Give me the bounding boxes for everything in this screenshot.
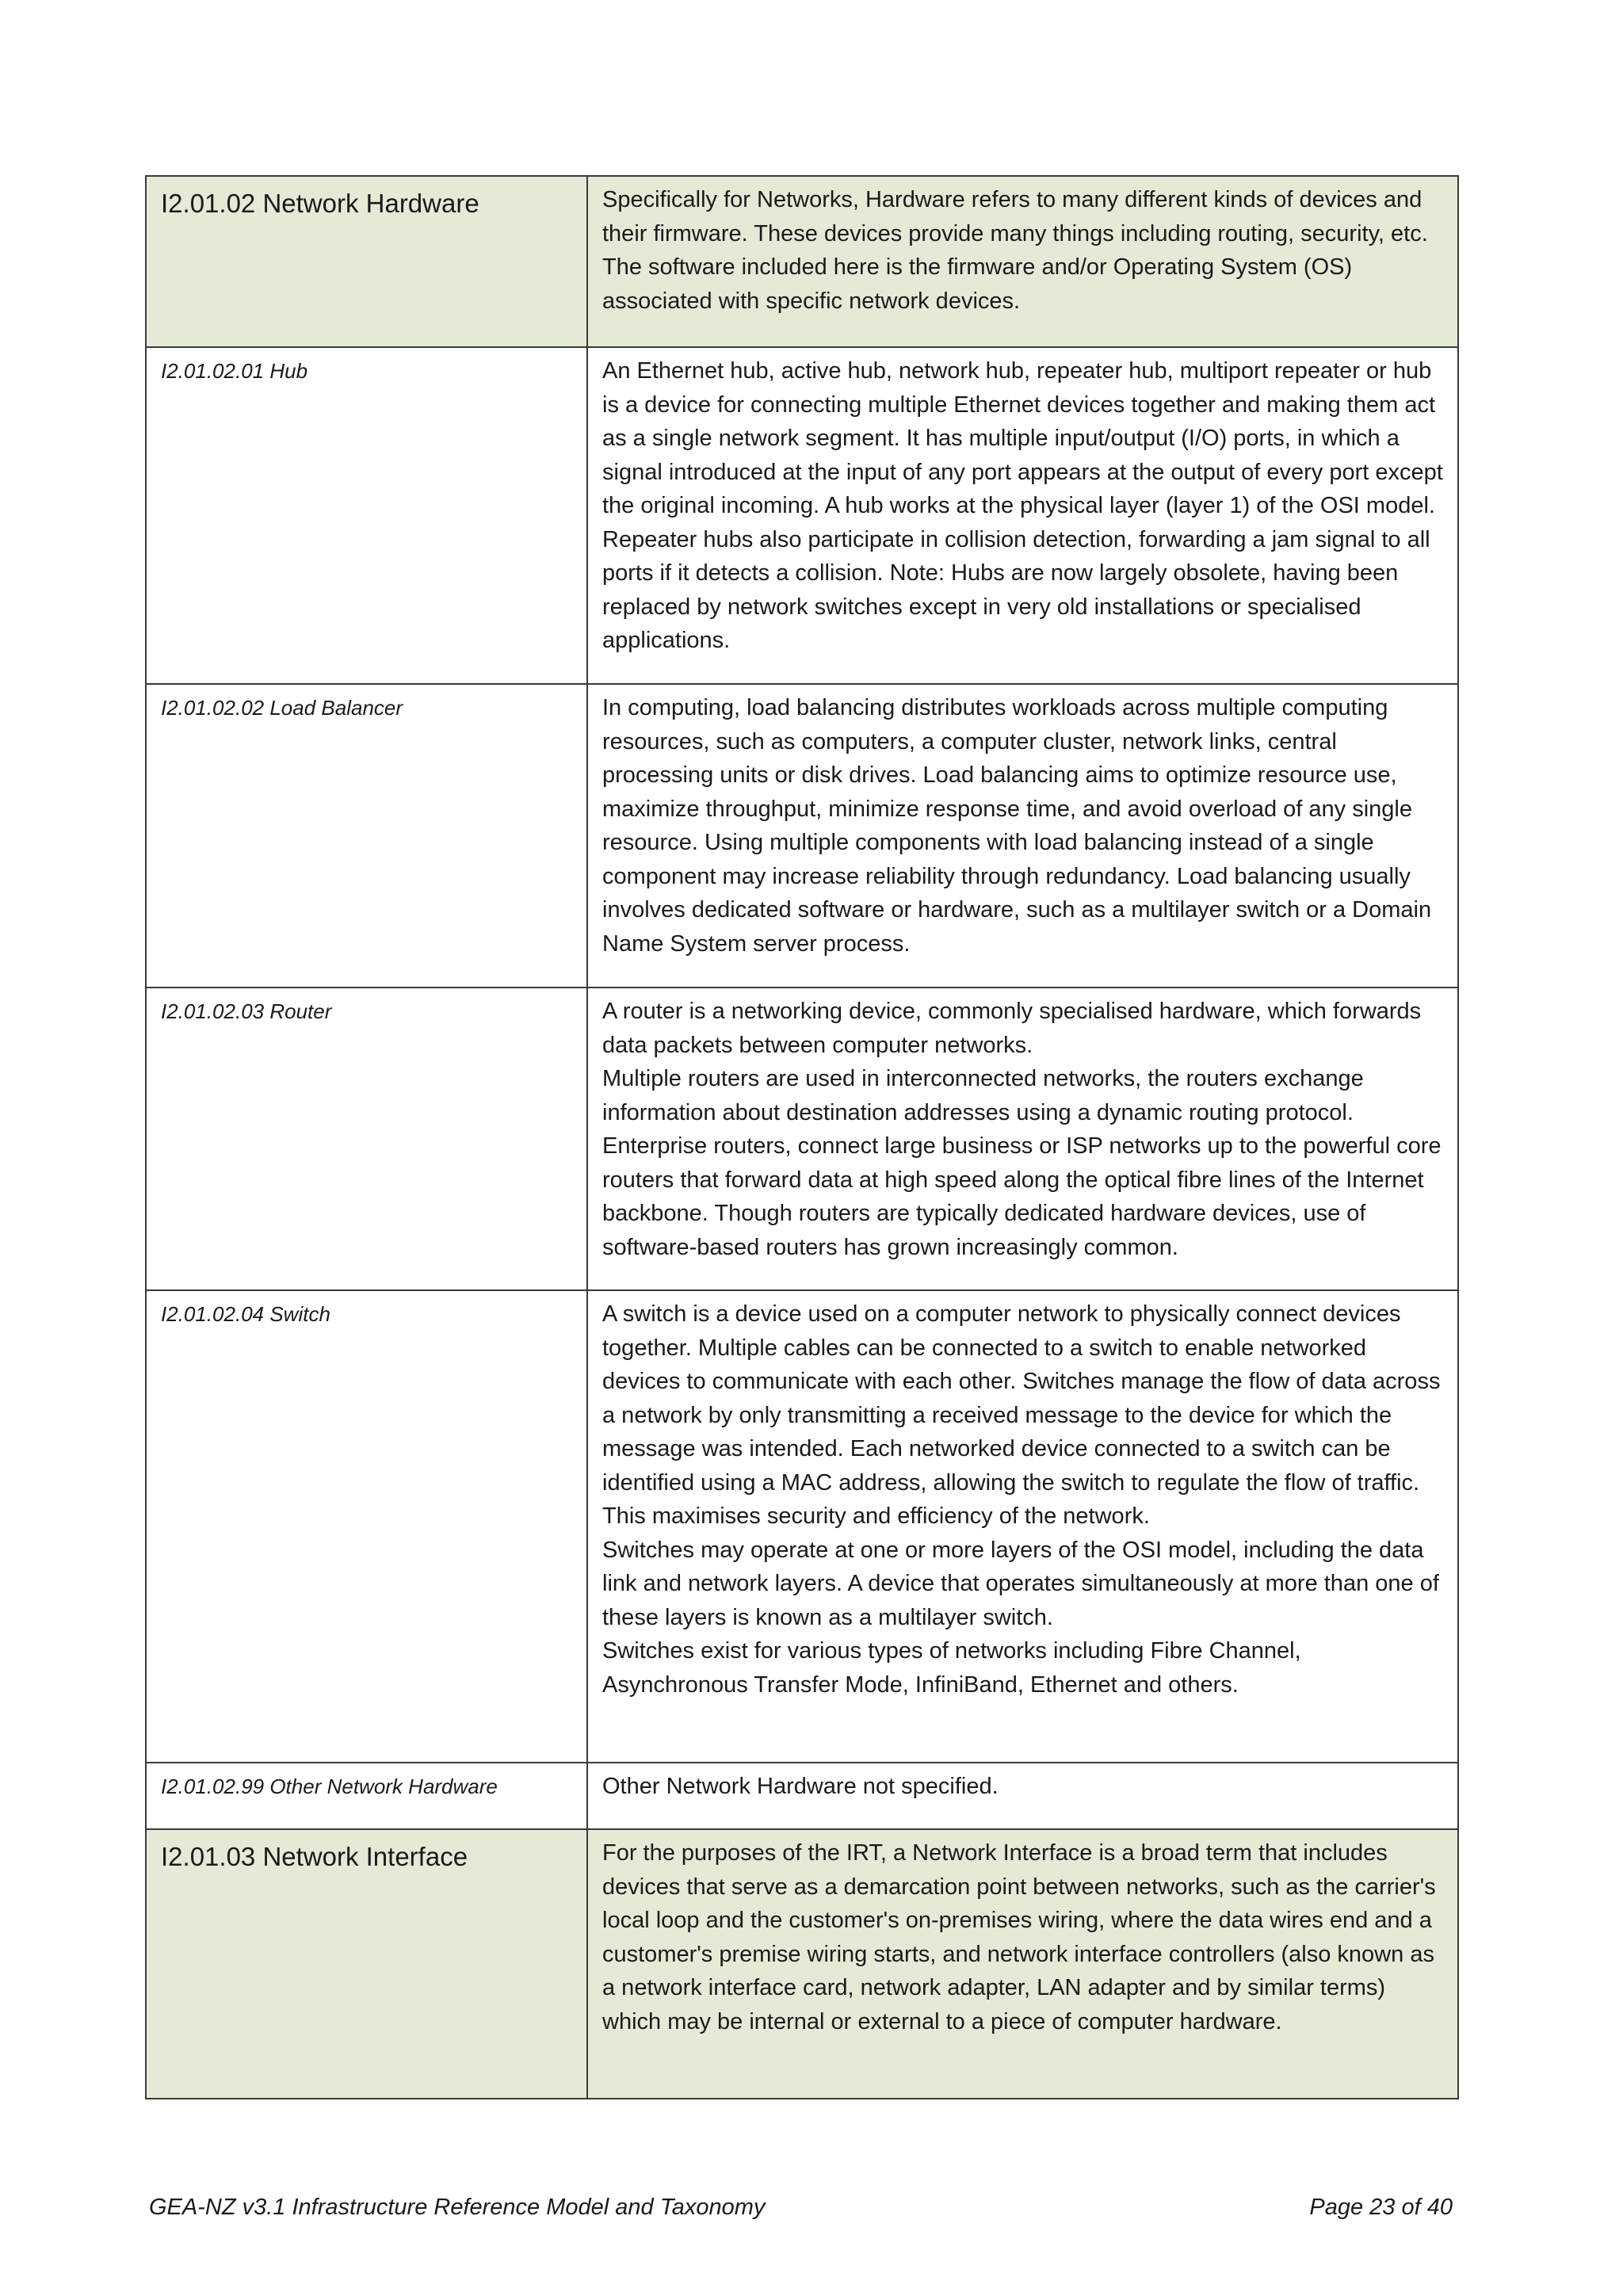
description-cell xyxy=(587,1829,1458,2099)
sub-code: I2.01.02.99 Other Network Hardware xyxy=(161,1775,498,1798)
description-paragraph: For the purposes of the IRT, a Network Interface is a broad term that includes devices that serve as a demarcation point between networks, such as the carrier's local loop and the customer's on-premises wiring, where the data wires end and a customer's premise wiring starts, and network interface controllers (also known as a network interface card, network adapter, LAN adapter and by similar terms) which may be internal or external to a piece of computer hardware. xyxy=(602,1840,1436,2034)
description-paragraph: Switches exist for various types of networks including Fibre Channel, Asynchronous Transfer Mode, InfiniBand, Ethernet and others. xyxy=(602,1638,1301,1698)
description-paragraph: Switches may operate at one or more layers of the OSI model, including the data link and network layers. A device that operates simultaneously at more than one of these layers is known as a multilayer switch. xyxy=(602,1537,1439,1630)
description-paragraph: Other Network Hardware not specified. xyxy=(602,1774,999,1799)
sub-code: I2.01.02.01 Hub xyxy=(161,359,308,383)
description-paragraph: Specifically for Networks, Hardware refers to many different kinds of devices and their firmware. These devices provide many things including routing, security, etc. The software included here is the firmware and/or Operating System (OS) associated with specific network devices. xyxy=(602,187,1428,314)
table-row xyxy=(146,1290,1458,1763)
category-code: I2.01.03 Network Interface xyxy=(161,1842,468,1871)
taxonomy-table xyxy=(145,175,1459,2099)
code-cell xyxy=(146,684,587,988)
description-cell xyxy=(587,176,1458,347)
description-cell xyxy=(587,684,1458,988)
description-paragraph: A switch is a device used on a computer network to physically connect devices together. Multiple cables can be connected to a switch to enable networked devices to communicate with each other. Switches manage the flow of data across a network by only transmitting a received message to the device for which the message was intended. Each networked device connected to a switch can be identified using a MAC address, allowing the switch to regulate the flow of traffic. This maximises security and efficiency of the network. xyxy=(602,1301,1441,1529)
code-cell xyxy=(146,1763,587,1829)
description-paragraph: In computing, load balancing distributes workloads across multiple computing resources, such as computers, a computer cluster, network links, central processing units or disk drives. Load balancing aims to optimize resource use, maximize throughput, minimize response time, and avoid overload of any single resource. Using multiple components with load balancing instead of a single component may increase reliability through redundancy. Load balancing usually involves dedicated software or hardware, such as a multilayer switch or a Domain Name System server process. xyxy=(602,695,1432,957)
table-row xyxy=(146,1763,1458,1829)
sub-code: I2.01.02.03 Router xyxy=(161,999,332,1023)
description-paragraph: Multiple routers are used in interconnected networks, the routers exchange information about destination addresses using a dynamic routing protocol. Enterprise routers, connect large business or ISP networks up to the powerful core routers that forward data at high speed along the optical fibre lines of the Internet backbone. Though routers are typically dedicated hardware devices, use of software-based routers has grown increasingly common. xyxy=(602,1066,1442,1260)
description-paragraph: A router is a networking device, commonly specialised hardware, which forwards data packets between computer networks. xyxy=(602,999,1422,1058)
description-paragraph: An Ethernet hub, active hub, network hub, repeater hub, multiport repeater or hub is a device for connecting multiple Ethernet devices together and making them act as a single network segment. It has multiple input/output (I/O) ports, in which a signal introduced at the input of any port appears at the output of every port except the original incoming. A hub works at the physical layer (layer 1) of the OSI model. Repeater hubs also participate in collision detection, forwarding a jam signal to all ports if it detects a collision. Note: Hubs are now largely obsolete, having been replaced by network switches except in very old installations or specialised applications. xyxy=(602,358,1443,653)
sub-code: I2.01.02.02 Load Balancer xyxy=(161,696,403,720)
table-row xyxy=(146,1829,1458,2099)
description-cell xyxy=(587,1763,1458,1829)
footer-page-number: Page 23 of 40 xyxy=(1309,2195,1453,2220)
table-row xyxy=(146,684,1458,988)
code-cell xyxy=(146,988,587,1290)
code-cell xyxy=(146,1290,587,1763)
sub-code: I2.01.02.04 Switch xyxy=(161,1302,330,1326)
description-cell xyxy=(587,347,1458,684)
table-row xyxy=(146,347,1458,684)
category-code: I2.01.02 Network Hardware xyxy=(161,189,479,218)
code-cell xyxy=(146,1829,587,2099)
table-row xyxy=(146,988,1458,1290)
footer-document-title: GEA-NZ v3.1 Infrastructure Reference Model and Taxonomy xyxy=(149,2195,766,2220)
code-cell xyxy=(146,347,587,684)
description-cell xyxy=(587,1290,1458,1763)
table-row xyxy=(146,176,1458,347)
code-cell xyxy=(146,176,587,347)
description-cell xyxy=(587,988,1458,1290)
